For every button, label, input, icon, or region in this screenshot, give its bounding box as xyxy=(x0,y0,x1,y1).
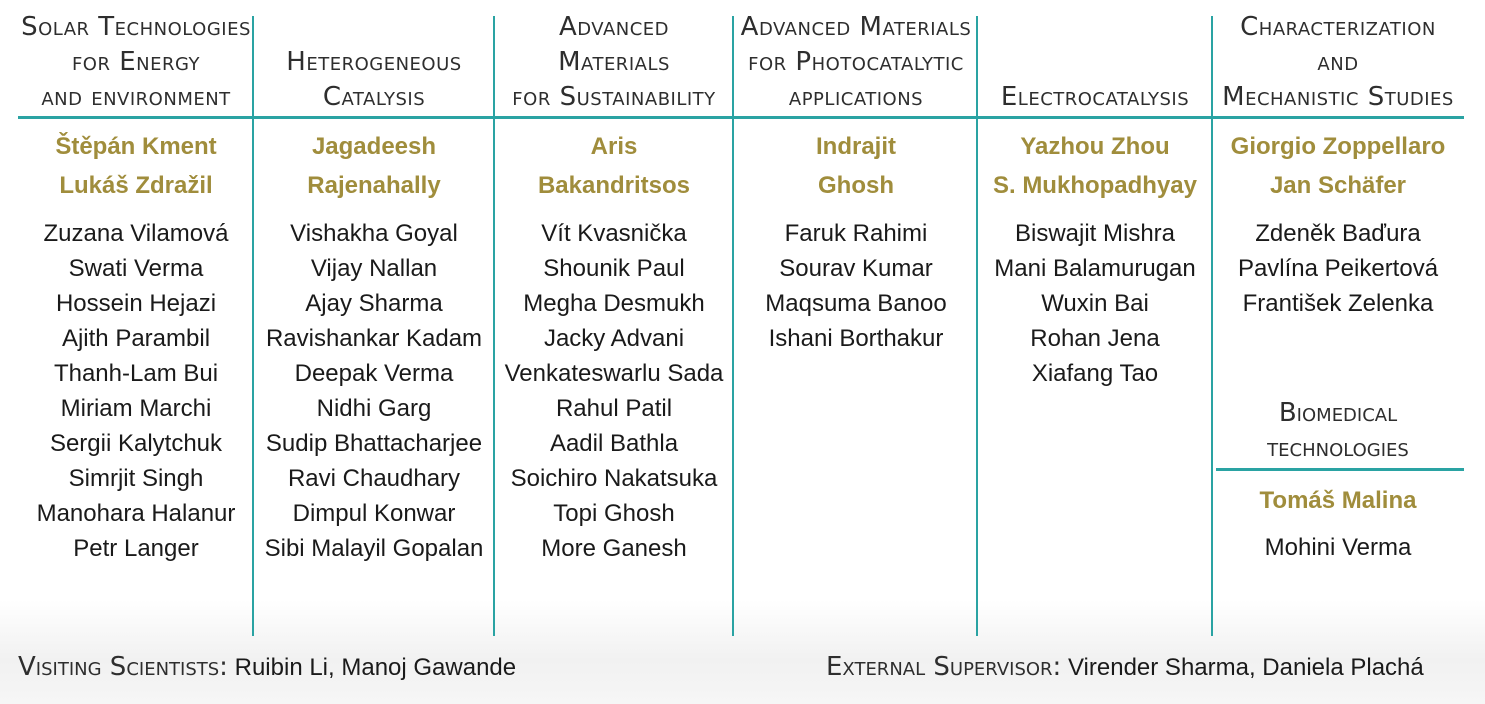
column-divider xyxy=(252,16,254,636)
leader-name: S. Mukhopadhyay xyxy=(992,172,1198,199)
member-name: František Zelenka xyxy=(1242,290,1434,317)
member-name: Ravishankar Kadam xyxy=(265,325,483,352)
member-name: Soichiro Nakatsuka xyxy=(510,465,718,492)
group-leaders xyxy=(1212,127,1464,205)
member-name: Aadil Bathla xyxy=(549,430,679,457)
visiting-names: Ruibin Li, Manoj Gawande xyxy=(234,654,517,681)
heading-line: Advanced xyxy=(558,12,670,42)
heading-line: applications xyxy=(788,82,924,112)
heading-line: for Photocatalytic xyxy=(748,47,964,77)
member-name: Vijay Nallan xyxy=(310,255,438,282)
biomedical-divider xyxy=(1216,468,1464,471)
member-name: Megha Desmukh xyxy=(523,290,705,317)
column-heading xyxy=(734,0,978,115)
leader-name: Indrajit xyxy=(815,133,896,160)
leader-name: Rajenahally xyxy=(307,172,441,199)
column-advanced-materials-sustainability xyxy=(494,0,734,704)
group-leaders xyxy=(494,127,734,205)
member-name: Shounik Paul xyxy=(543,255,685,282)
group-leaders xyxy=(254,127,494,205)
leader-name: Štěpán Kment xyxy=(55,133,217,160)
member-name: Ravi Chaudhary xyxy=(287,465,461,492)
group-leaders xyxy=(0,127,272,205)
heading-line: and xyxy=(1317,47,1359,77)
member-name: Vishakha Goyal xyxy=(290,220,458,247)
heading-line: technologies xyxy=(1267,433,1409,463)
leader-name: Jagadeesh xyxy=(311,133,437,160)
member-name: Vít Kvasnička xyxy=(541,220,687,247)
column-heterogeneous-catalysis xyxy=(254,0,494,704)
member-name: Ajith Parambil xyxy=(61,325,211,352)
column-photocatalytic-materials xyxy=(734,0,978,704)
column-divider xyxy=(493,16,495,636)
heading-line: Biomedical xyxy=(1278,398,1398,428)
external-label: External Supervisor: xyxy=(826,652,1062,682)
leader-name: Aris xyxy=(590,133,638,160)
member-name: Rohan Jena xyxy=(1030,325,1160,352)
leader-name: Yazhou Zhou xyxy=(1020,133,1170,160)
member-name: Zuzana Vilamová xyxy=(43,220,229,247)
group-leaders xyxy=(978,127,1212,205)
member-name: Miriam Marchi xyxy=(60,395,212,422)
member-name: Mani Balamurugan xyxy=(994,255,1196,282)
member-name: Venkateswarlu Sada xyxy=(504,360,724,387)
leader-name: Ghosh xyxy=(818,172,894,199)
member-name: Deepak Verma xyxy=(294,360,454,387)
member-name: Ishani Borthakur xyxy=(768,325,944,352)
leader-name: Jan Schäfer xyxy=(1269,172,1407,199)
member-list xyxy=(0,216,272,566)
member-name: Sergii Kalytchuk xyxy=(49,430,223,457)
member-name: More Ganesh xyxy=(541,535,687,562)
member-name: Biswajit Mishra xyxy=(1014,220,1176,247)
biomedical-leader: Tomáš Malina xyxy=(1259,487,1417,514)
member-name: Zdeněk Baďura xyxy=(1255,220,1421,247)
member-name: Thanh-Lam Bui xyxy=(53,360,219,387)
heading-line: Catalysis xyxy=(322,82,426,112)
member-name: Faruk Rahimi xyxy=(784,220,928,247)
visiting-scientists xyxy=(18,652,516,682)
member-name: Manohara Halanur xyxy=(36,500,236,527)
heading-line: Electrocatalysis xyxy=(1000,82,1190,112)
member-name: Swati Verma xyxy=(68,255,204,282)
column-divider xyxy=(732,16,734,636)
member-list xyxy=(254,216,494,566)
heading-line: Heterogeneous xyxy=(286,47,462,77)
member-name: Ajay Sharma xyxy=(305,290,443,317)
member-name: Wuxin Bai xyxy=(1041,290,1149,317)
member-name: Simrjit Singh xyxy=(68,465,204,492)
column-heading xyxy=(1212,0,1464,115)
member-name: Nidhi Garg xyxy=(316,395,432,422)
member-list xyxy=(494,216,734,566)
column-heading xyxy=(254,0,494,115)
leader-name: Giorgio Zoppellaro xyxy=(1230,133,1446,160)
heading-line: and environment xyxy=(41,82,231,112)
member-name: Sudip Bhattacharjee xyxy=(265,430,483,457)
external-names: Virender Sharma, Daniela Plachá xyxy=(1067,654,1424,681)
column-electrocatalysis xyxy=(978,0,1212,704)
member-name: Petr Langer xyxy=(73,535,199,562)
heading-line: Solar Technologies xyxy=(21,12,251,42)
column-solar xyxy=(0,0,272,704)
column-divider xyxy=(1211,16,1213,636)
member-name: Jacky Advani xyxy=(543,325,685,352)
visiting-label: Visiting Scientists: xyxy=(18,652,228,682)
member-name: Pavlína Peikertová xyxy=(1237,255,1439,282)
heading-line: Mechanistic Studies xyxy=(1222,82,1454,112)
member-name: Topi Ghosh xyxy=(553,500,675,527)
heading-line: for Energy xyxy=(71,47,201,77)
biomedical-member: Mohini Verma xyxy=(1264,534,1412,561)
member-list xyxy=(1212,216,1464,321)
member-name: Sourav Kumar xyxy=(779,255,933,282)
leader-name: Bakandritsos xyxy=(537,172,691,199)
group-leaders xyxy=(734,127,978,205)
column-divider xyxy=(976,16,978,636)
leader-name: Lukáš Zdražil xyxy=(59,172,213,199)
header-divider xyxy=(18,116,1464,119)
heading-line: Advanced Materials xyxy=(740,12,972,42)
member-name: Maqsuma Banoo xyxy=(765,290,947,317)
column-characterization xyxy=(1212,0,1464,704)
member-name: Sibi Malayil Gopalan xyxy=(264,535,484,562)
member-list xyxy=(734,216,978,356)
column-heading xyxy=(494,0,734,115)
column-heading xyxy=(0,0,272,115)
biomedical-heading xyxy=(1212,396,1464,466)
external-supervisor xyxy=(826,652,1424,682)
member-name: Hossein Hejazi xyxy=(55,290,217,317)
column-heading xyxy=(978,0,1212,115)
heading-line: Characterization xyxy=(1240,12,1436,42)
member-list xyxy=(978,216,1212,391)
heading-line: Materials xyxy=(558,47,670,77)
heading-line: for Sustainability xyxy=(512,82,716,112)
member-name: Xiafang Tao xyxy=(1031,360,1159,387)
member-name: Rahul Patil xyxy=(555,395,673,422)
member-name: Dimpul Konwar xyxy=(292,500,456,527)
